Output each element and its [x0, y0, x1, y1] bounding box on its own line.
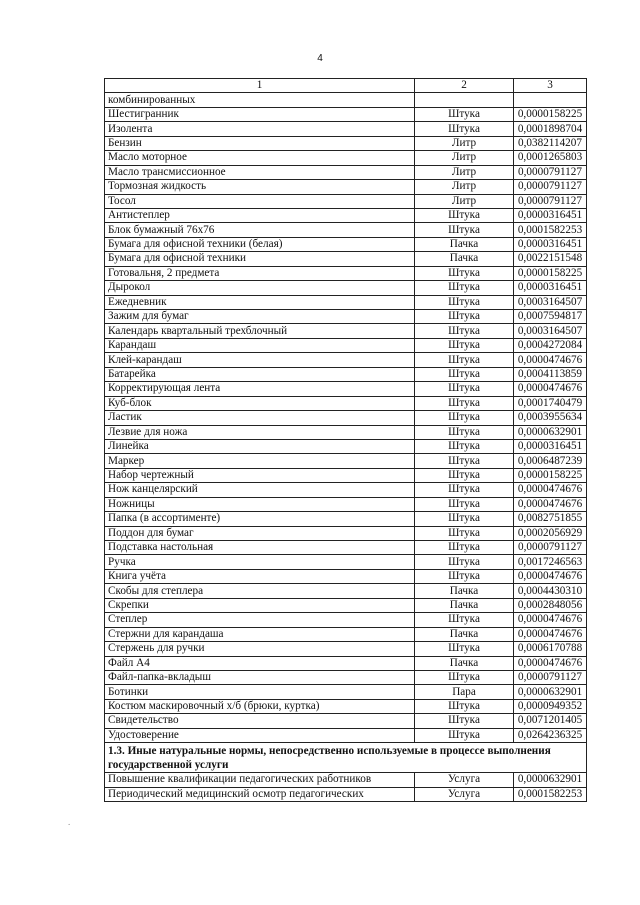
table-row — [105, 396, 587, 410]
cell-value: 0,0001898704 — [514, 122, 587, 136]
cell-item: Удостоверение — [105, 728, 415, 742]
table-row — [105, 613, 587, 627]
cell-value: 0,0000316451 — [514, 237, 587, 251]
table-row — [105, 107, 587, 121]
cell-value: 0,0264236325 — [514, 728, 587, 742]
cell-unit: Штука — [415, 411, 514, 425]
cell-value: 0,0000474676 — [514, 627, 587, 641]
table-row — [105, 411, 587, 425]
cell-item: Линейка — [105, 439, 415, 453]
cell-item: Готовальня, 2 предмета — [105, 266, 415, 280]
cell-item: Стержень для ручки — [105, 642, 415, 656]
section-heading-row — [105, 743, 587, 773]
cell-unit: Литр — [415, 165, 514, 179]
cell-unit: Штука — [415, 208, 514, 222]
cell-value: 0,0000632901 — [514, 773, 587, 787]
table-row — [105, 266, 587, 280]
cell-unit: Штука — [415, 468, 514, 482]
cell-unit: Услуга — [415, 773, 514, 787]
cell-item: Лезвие для ножа — [105, 425, 415, 439]
cell-item: Батарейка — [105, 367, 415, 381]
cell-unit: Пачка — [415, 627, 514, 641]
cell-unit: Штука — [415, 425, 514, 439]
table-row — [105, 483, 587, 497]
cell-value: 0,0000791127 — [514, 165, 587, 179]
cell-item: Папка (в ассортименте) — [105, 512, 415, 526]
cell-unit: Пачка — [415, 656, 514, 670]
cell-item: Антистеплер — [105, 208, 415, 222]
table-row — [105, 324, 587, 338]
cell-value: 0,0022151548 — [514, 252, 587, 266]
table-row — [105, 598, 587, 612]
table-row — [105, 497, 587, 511]
cell-value: 0,0000316451 — [514, 439, 587, 453]
cell-unit: Штука — [415, 338, 514, 352]
cell-value: 0,0000474676 — [514, 353, 587, 367]
cell-item: Блок бумажный 76х76 — [105, 223, 415, 237]
cell-value: 0,0003164507 — [514, 324, 587, 338]
cell-item: Поддон для бумаг — [105, 526, 415, 540]
cell-value: 0,0004272084 — [514, 338, 587, 352]
cell-value: 0,0001265803 — [514, 151, 587, 165]
cell-value: 0,0000791127 — [514, 194, 587, 208]
cell-unit: Штука — [415, 670, 514, 684]
cell-unit: Штука — [415, 107, 514, 121]
cell-unit: Услуга — [415, 787, 514, 801]
cell-item: Бумага для офисной техники (белая) — [105, 237, 415, 251]
cell-value: 0,0001740479 — [514, 396, 587, 410]
cell-unit: Пачка — [415, 584, 514, 598]
cell-unit: Штука — [415, 541, 514, 555]
header-col-2: 2 — [415, 79, 514, 93]
table-row — [105, 93, 587, 107]
cell-value: 0,0017246563 — [514, 555, 587, 569]
cell-value: 0,0000474676 — [514, 613, 587, 627]
norms-table-body — [105, 79, 587, 802]
cell-item: Набор чертежный — [105, 468, 415, 482]
table-row — [105, 685, 587, 699]
table-row — [105, 295, 587, 309]
cell-unit: Штука — [415, 483, 514, 497]
cell-item: Куб-блок — [105, 396, 415, 410]
cell-value: 0,0382114207 — [514, 136, 587, 150]
cell-unit: Пара — [415, 685, 514, 699]
cell-unit: Штука — [415, 439, 514, 453]
cell-item: Ластик — [105, 411, 415, 425]
cell-item: Дырокол — [105, 281, 415, 295]
cell-unit: Штука — [415, 310, 514, 324]
table-row — [105, 728, 587, 742]
cell-value: 0,0000158225 — [514, 107, 587, 121]
cell-value: 0,0002848056 — [514, 598, 587, 612]
table-row — [105, 526, 587, 540]
cell-item: Ножницы — [105, 497, 415, 511]
cell-value: 0,0003164507 — [514, 295, 587, 309]
table-row — [105, 555, 587, 569]
table-row — [105, 223, 587, 237]
table-row — [105, 194, 587, 208]
cell-unit: Пачка — [415, 598, 514, 612]
table-row — [105, 773, 587, 787]
cell-item: Файл-папка-вкладыш — [105, 670, 415, 684]
cell-unit: Штука — [415, 728, 514, 742]
cell-unit: Штука — [415, 223, 514, 237]
cell-value: 0,0004430310 — [514, 584, 587, 598]
cell-item: Стержни для карандаша — [105, 627, 415, 641]
cell-item: Книга учёта — [105, 569, 415, 583]
cell-value: 0,0000316451 — [514, 208, 587, 222]
cell-value: 0,0000474676 — [514, 656, 587, 670]
table-row — [105, 252, 587, 266]
cell-value: 0,0000158225 — [514, 266, 587, 280]
table-header-row — [105, 79, 587, 93]
cell-unit: Штука — [415, 497, 514, 511]
cell-value: 0,0000791127 — [514, 180, 587, 194]
cell-item: Зажим для бумаг — [105, 310, 415, 324]
cell-value: 0,0006487239 — [514, 454, 587, 468]
cell-unit: Штука — [415, 555, 514, 569]
section-heading: 1.3. Иные натуральные нормы, непосредственно используемые в процессе выполнения государственной услуги — [105, 743, 587, 773]
cell-unit: Штука — [415, 613, 514, 627]
cell-value: 0,0000474676 — [514, 483, 587, 497]
cell-value: 0,0004113859 — [514, 367, 587, 381]
cell-item: Ботинки — [105, 685, 415, 699]
cell-unit: Штука — [415, 526, 514, 540]
cell-value: 0,0001582253 — [514, 223, 587, 237]
table-row — [105, 656, 587, 670]
table-row — [105, 699, 587, 713]
cell-value: 0,0000316451 — [514, 281, 587, 295]
table-row — [105, 237, 587, 251]
scan-speck: . — [68, 817, 71, 827]
cell-value: 0,0006170788 — [514, 642, 587, 656]
cell-item: Шестигранник — [105, 107, 415, 121]
cell-item: Повышение квалификации педагогических работников — [105, 773, 415, 787]
table-row — [105, 208, 587, 222]
table-row — [105, 512, 587, 526]
table-row — [105, 151, 587, 165]
table-row — [105, 310, 587, 324]
table-row — [105, 714, 587, 728]
cell-item: Костюм маскировочный х/б (брюки, куртка) — [105, 699, 415, 713]
table-row — [105, 569, 587, 583]
cell-item: Масло моторное — [105, 151, 415, 165]
cell-unit: Штука — [415, 122, 514, 136]
cell-item: Карандаш — [105, 338, 415, 352]
header-col-3: 3 — [514, 79, 587, 93]
table-row — [105, 541, 587, 555]
cell-value: 0,0000474676 — [514, 382, 587, 396]
cell-item: Ручка — [105, 555, 415, 569]
cell-value: 0,0000791127 — [514, 670, 587, 684]
cell-item: Периодический медицинский осмотр педагогических — [105, 787, 415, 801]
cell-item: Маркер — [105, 454, 415, 468]
cell-unit: Штука — [415, 281, 514, 295]
cell-item: Нож канцелярский — [105, 483, 415, 497]
cell-unit: Штука — [415, 569, 514, 583]
cell-value: 0,0000474676 — [514, 569, 587, 583]
cell-unit: Штука — [415, 295, 514, 309]
table-row — [105, 353, 587, 367]
cell-value: 0,0000632901 — [514, 685, 587, 699]
table-row — [105, 338, 587, 352]
cell-unit: Литр — [415, 151, 514, 165]
norms-table — [104, 78, 587, 802]
cell-unit: Литр — [415, 180, 514, 194]
table-row — [105, 787, 587, 801]
table-row — [105, 642, 587, 656]
cell-unit: Пачка — [415, 252, 514, 266]
cell-item: Масло трансмиссионное — [105, 165, 415, 179]
table-row — [105, 367, 587, 381]
cell-unit: Штука — [415, 454, 514, 468]
cell-unit: Штука — [415, 367, 514, 381]
cell-value — [514, 93, 587, 107]
cell-unit — [415, 93, 514, 107]
table-row — [105, 670, 587, 684]
table-row — [105, 468, 587, 482]
cell-item: Скобы для степлера — [105, 584, 415, 598]
cell-unit: Штука — [415, 382, 514, 396]
cell-item: Ежедневник — [105, 295, 415, 309]
cell-item: Степлер — [105, 613, 415, 627]
table-row — [105, 122, 587, 136]
page-number: 4 — [317, 53, 323, 64]
cell-value: 0,0071201405 — [514, 714, 587, 728]
cell-value: 0,0082751855 — [514, 512, 587, 526]
cell-unit: Штука — [415, 714, 514, 728]
cell-unit: Штука — [415, 353, 514, 367]
table-row — [105, 627, 587, 641]
table-row — [105, 425, 587, 439]
cell-item: Скрепки — [105, 598, 415, 612]
cell-value: 0,0000474676 — [514, 497, 587, 511]
table-row — [105, 454, 587, 468]
cell-item: Бумага для офисной техники — [105, 252, 415, 266]
cell-item: Бензин — [105, 136, 415, 150]
cell-value: 0,0000791127 — [514, 541, 587, 555]
cell-value: 0,0002056929 — [514, 526, 587, 540]
cell-value: 0,0003955634 — [514, 411, 587, 425]
cell-item: Клей-карандаш — [105, 353, 415, 367]
table-row — [105, 584, 587, 598]
cell-item: Корректирующая лента — [105, 382, 415, 396]
cell-unit: Пачка — [415, 237, 514, 251]
table-row — [105, 136, 587, 150]
cell-unit: Штука — [415, 699, 514, 713]
cell-item: Свидетельство — [105, 714, 415, 728]
cell-unit: Литр — [415, 194, 514, 208]
cell-item: Изолента — [105, 122, 415, 136]
cell-unit: Штука — [415, 642, 514, 656]
cell-unit: Штука — [415, 266, 514, 280]
cell-item: Тосол — [105, 194, 415, 208]
cell-item: комбинированных — [105, 93, 415, 107]
cell-value: 0,0000158225 — [514, 468, 587, 482]
cell-value: 0,0000632901 — [514, 425, 587, 439]
cell-unit: Штука — [415, 512, 514, 526]
cell-value: 0,0007594817 — [514, 310, 587, 324]
cell-item: Тормозная жидкость — [105, 180, 415, 194]
cell-item: Файл А4 — [105, 656, 415, 670]
cell-unit: Литр — [415, 136, 514, 150]
cell-value: 0,0001582253 — [514, 787, 587, 801]
cell-item: Подставка настольная — [105, 541, 415, 555]
cell-value: 0,0000949352 — [514, 699, 587, 713]
table-row — [105, 281, 587, 295]
header-col-1: 1 — [105, 79, 415, 93]
cell-unit: Штука — [415, 396, 514, 410]
cell-unit: Штука — [415, 324, 514, 338]
table-row — [105, 180, 587, 194]
cell-item: Календарь квартальный трехблочный — [105, 324, 415, 338]
table-row — [105, 382, 587, 396]
table-row — [105, 165, 587, 179]
table-row — [105, 439, 587, 453]
